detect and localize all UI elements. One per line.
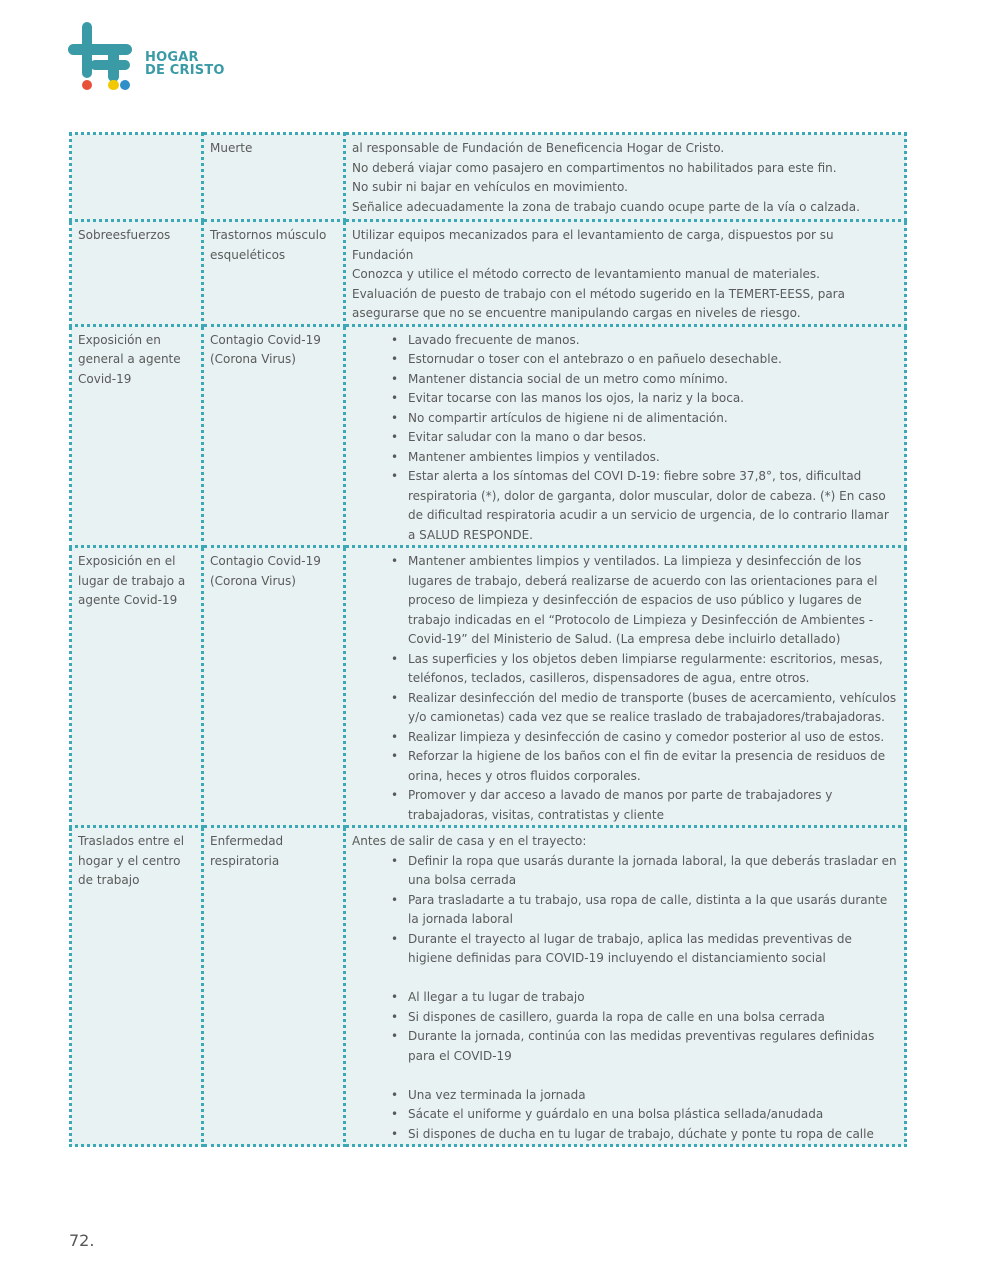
list-item: • Realizar limpieza y desinfección de casino y comedor posterior al uso de estos. <box>408 728 899 748</box>
risk-cell: Contagio Covid-19 (Corona Virus) <box>203 547 345 827</box>
factor-cell: Exposición en el lugar de trabajo a agente Covid-19 <box>71 547 203 827</box>
risk-cell: Trastornos músculo esqueléticos <box>203 221 345 326</box>
list-item: • Lavado frecuente de manos. <box>408 331 899 351</box>
list-item: • Durante la jornada, continúa con las medidas preventivas regulares definidas para el COVID-19 <box>408 1027 899 1066</box>
table-row <box>71 134 906 221</box>
measures-list <box>352 988 899 1066</box>
risk-cell: Enfermedad respiratoria <box>203 827 345 1146</box>
measures-list <box>352 852 899 969</box>
risk-measures-table <box>69 132 907 1147</box>
list-item: • Mantener ambientes limpios y ventilados. La limpieza y desinfección de los lugares de trabajo, deberá realizarse de acuerdo con las orientaciones para el proceso de limpieza y desinfección de espacios de uso público y lugares de trabajo indicadas en el “Protocolo de Limpieza y Desinfección de Ambientes - Covid-19” del Ministerio de Salud. (La empresa debe incluirlo detallado) <box>408 552 899 650</box>
factor-cell: Traslados entre el hogar y el centro de trabajo <box>71 827 203 1146</box>
measure-line: Señalice adecuadamente la zona de trabajo cuando ocupe parte de la vía o calzada. <box>352 199 860 214</box>
list-item: • Si dispones de ducha en tu lugar de trabajo, dúchate y ponte tu ropa de calle <box>408 1125 899 1145</box>
list-item: • No compartir artículos de higiene ni de alimentación. <box>408 409 899 429</box>
measures-cell <box>345 134 906 221</box>
measures-intro: Antes de salir de casa y en el trayecto: <box>352 834 587 848</box>
measures-cell <box>345 827 906 1146</box>
table-row <box>71 325 906 547</box>
list-item: • Estar alerta a los síntomas del COVI D-19: fiebre sobre 37,8°, tos, dificultad respiratoria (*), dolor de garganta, dolor muscular, dolor de cabeza. (*) En caso de dificultad respiratoria acudir a un servicio de urgencia, de lo contrario llamar a SALUD RESPONDE. <box>408 467 899 545</box>
list-item: • Promover y dar acceso a lavado de manos por parte de trabajadores y trabajadoras, visitas, contratistas y cliente <box>408 786 899 825</box>
list-item: • Reforzar la higiene de los baños con el fin de evitar la presencia de residuos de orina, heces y otros fluidos corporales. <box>408 747 899 786</box>
risk-cell: Muerte <box>203 134 345 221</box>
list-item: • Durante el trayecto al lugar de trabajo, aplica las medidas preventivas de higiene definidas para COVID-19 incluyendo el distanciamiento social <box>408 930 899 969</box>
measure-line: Fundación <box>352 247 414 262</box>
measures-list <box>352 1086 899 1145</box>
factor-cell: Exposición en general a agente Covid-19 <box>71 325 203 547</box>
measure-line: Conozca y utilice el método correcto de levantamiento manual de materiales. <box>352 267 820 281</box>
list-item: • Si dispones de casillero, guarda la ropa de calle en una bolsa cerrada <box>408 1008 899 1028</box>
list-item: • Realizar desinfección del medio de transporte (buses de acercamiento, vehículos y/o camionetas) cada vez que se realice traslado de trabajadores/trabajadoras. <box>408 689 899 728</box>
list-item: • Una vez terminada la jornada <box>408 1086 899 1106</box>
list-item: • Para trasladarte a tu trabajo, usa ropa de calle, distinta a la que usarás durante la jornada laboral <box>408 891 899 930</box>
table-row <box>71 547 906 827</box>
risk-cell: Contagio Covid-19 (Corona Virus) <box>203 325 345 547</box>
measure-line: Utilizar equipos mecanizados para el levantamiento de carga, dispuestos por su <box>352 228 834 242</box>
list-item: • Mantener ambientes limpios y ventilados. <box>408 448 899 468</box>
measures-list <box>352 331 899 546</box>
list-item: • Al llegar a tu lugar de trabajo <box>408 988 899 1008</box>
measure-line: No deberá viajar como pasajero en compartimentos no habilitados para este fin. <box>352 160 837 175</box>
spacer <box>352 969 899 989</box>
table-row <box>71 221 906 326</box>
measure-line: No subir ni bajar en vehículos en movimiento. <box>352 180 628 194</box>
measure-line: Evaluación de puesto de trabajo con el método sugerido en la TEMERT-EESS, para <box>352 286 845 301</box>
logo-line-2: DE CRISTO <box>145 63 225 78</box>
measures-cell <box>345 221 906 326</box>
measures-cell <box>345 547 906 827</box>
list-item: • Evitar tocarse con las manos los ojos, la nariz y la boca. <box>408 389 899 409</box>
list-item: • Definir la ropa que usarás durante la jornada laboral, la que deberás trasladar en una bolsa cerrada <box>408 852 899 891</box>
factor-cell <box>71 134 203 221</box>
list-item: • Evitar saludar con la mano o dar besos. <box>408 428 899 448</box>
measure-line: al responsable de Fundación de Beneficencia Hogar de Cristo. <box>352 141 725 155</box>
measure-line: asegurarse que no se encuentre manipulando cargas en niveles de riesgo. <box>352 306 801 320</box>
spacer <box>352 1066 899 1086</box>
factor-cell: Sobreesfuerzos <box>71 221 203 326</box>
list-item: • Mantener distancia social de un metro como mínimo. <box>408 370 899 390</box>
measures-cell <box>345 325 906 547</box>
list-item: • Sácate el uniforme y guárdalo en una bolsa plástica sellada/anudada <box>408 1105 899 1125</box>
table-row <box>71 827 906 1146</box>
list-item: • Estornudar o toser con el antebrazo o en pañuelo desechable. <box>408 350 899 370</box>
measures-list <box>352 552 899 825</box>
page-number: 72. <box>69 1231 95 1250</box>
logo-line-1: HOGAR <box>145 50 199 65</box>
logo-wordmark <box>145 51 225 77</box>
list-item: • Las superficies y los objetos deben limpiarse regularmente: escritorios, mesas, teléfonos, teclados, casilleros, dispensadores de agua, entre otros. <box>408 650 899 689</box>
